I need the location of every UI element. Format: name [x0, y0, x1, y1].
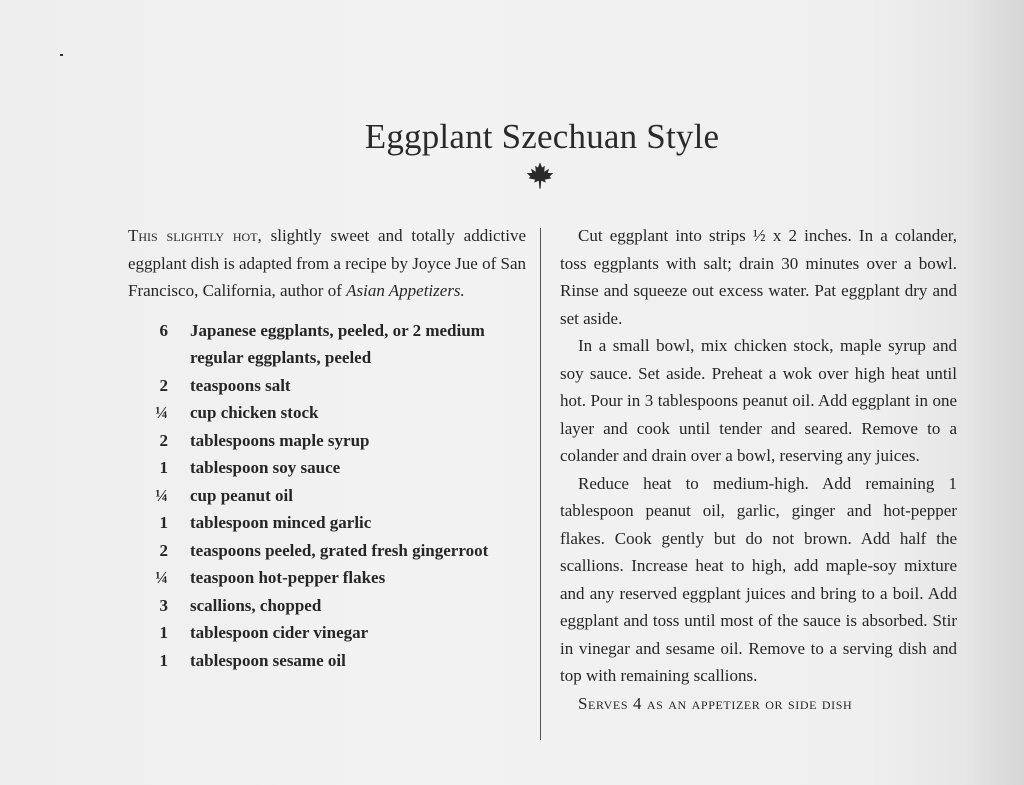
ingredient-row	[128, 317, 526, 372]
ingredient-qty: 1	[159, 650, 168, 670]
ingredient-item: teaspoon hot-pepper flakes	[190, 568, 386, 587]
ingredient-row	[128, 647, 526, 675]
ingredient-row	[128, 619, 526, 647]
ingredient-item: teaspoons peeled, grated fresh gingerroot	[190, 540, 489, 560]
ingredient-qty: ¼	[155, 485, 168, 505]
ingredient-qty: 1	[159, 623, 168, 642]
ingredient-list	[128, 317, 526, 675]
ingredient-row	[128, 537, 526, 565]
ingredient-qty: 2	[159, 540, 168, 560]
ingredient-qty: 2	[159, 430, 168, 450]
column-divider	[540, 228, 541, 740]
intro-lead: This slightly hot,	[128, 226, 262, 245]
direction-paragraph: Cut eggplant into strips ½ x 2 inches. In a colander, toss eggplants with salt; drain 30 minutes over a bowl. Rinse and squeeze out excess water. Pat eggplant dry and set aside.	[560, 226, 957, 328]
ingredient-row	[128, 564, 526, 592]
serves-note: Serves 4 as an appetizer or side dish	[578, 693, 853, 713]
ingredient-qty: ¼	[155, 403, 168, 422]
ingredient-row	[128, 482, 526, 510]
ingredient-item: teaspoons salt	[190, 375, 291, 395]
ingredient-item: tablespoon minced garlic	[190, 513, 372, 532]
ingredient-qty: 2	[159, 375, 168, 395]
direction-paragraph: Reduce heat to medium-high. Add remaining 1 tablespoon peanut oil, garlic, ginger and hot-pepper flakes. Cook gently but do not brown. Add half the scallions. Increase heat to high, add maple-soy mixture and any reserved eggplant juices and bring to a boil. Add eggplant and toss until most of the sauce is absorbed. Stir in vinegar and sesame oil. Remove to a serving dish and top with remaining scallions.	[560, 473, 957, 685]
ingredient-qty: ¼	[155, 568, 168, 587]
ingredient-row	[128, 427, 526, 455]
ingredient-item: tablespoon cider vinegar	[190, 623, 369, 642]
ingredient-qty: 1	[159, 513, 168, 532]
intro-paragraph	[128, 222, 526, 305]
intro-body: slightly sweet and totally addictive eggplant dish is adapted from a recipe by Joyce Jue of San Francisco, California, author of	[128, 226, 526, 300]
recipe-title: Eggplant Szechuan Style	[364, 117, 720, 157]
ingredient-row	[128, 509, 526, 537]
direction-paragraph: In a small bowl, mix chicken stock, maple syrup and soy sauce. Set aside. Preheat a wok over high heat until hot. Pour in 3 tablespoons peanut oil. Add eggplant in one layer and cook until tender and seared. Remove to a colander and drain over a bowl, reserving any juices.	[560, 336, 957, 465]
left-column	[128, 222, 526, 674]
ingredient-item: Japanese eggplants, peeled, or 2 medium regular eggplants, peeled	[190, 320, 485, 367]
ingredient-qty: 1	[159, 458, 168, 477]
maple-leaf-icon	[525, 161, 555, 191]
ingredient-item: tablespoon sesame oil	[190, 650, 346, 670]
page-speck	[60, 54, 63, 56]
ingredient-row	[128, 592, 526, 620]
ingredient-row	[128, 399, 526, 427]
book-title: Asian Appetizers.	[346, 281, 465, 300]
ingredient-row	[128, 454, 526, 482]
ingredient-item: tablespoon soy sauce	[190, 458, 341, 477]
right-column	[560, 222, 957, 717]
ingredient-item: tablespoons maple syrup	[190, 430, 370, 450]
ingredient-row	[128, 372, 526, 400]
ingredient-item: scallions, chopped	[190, 595, 322, 615]
ingredient-qty: 3	[159, 595, 168, 615]
ingredient-item: cup peanut oil	[190, 485, 293, 505]
ingredient-qty: 6	[159, 320, 168, 340]
ingredient-item: cup chicken stock	[190, 403, 319, 422]
